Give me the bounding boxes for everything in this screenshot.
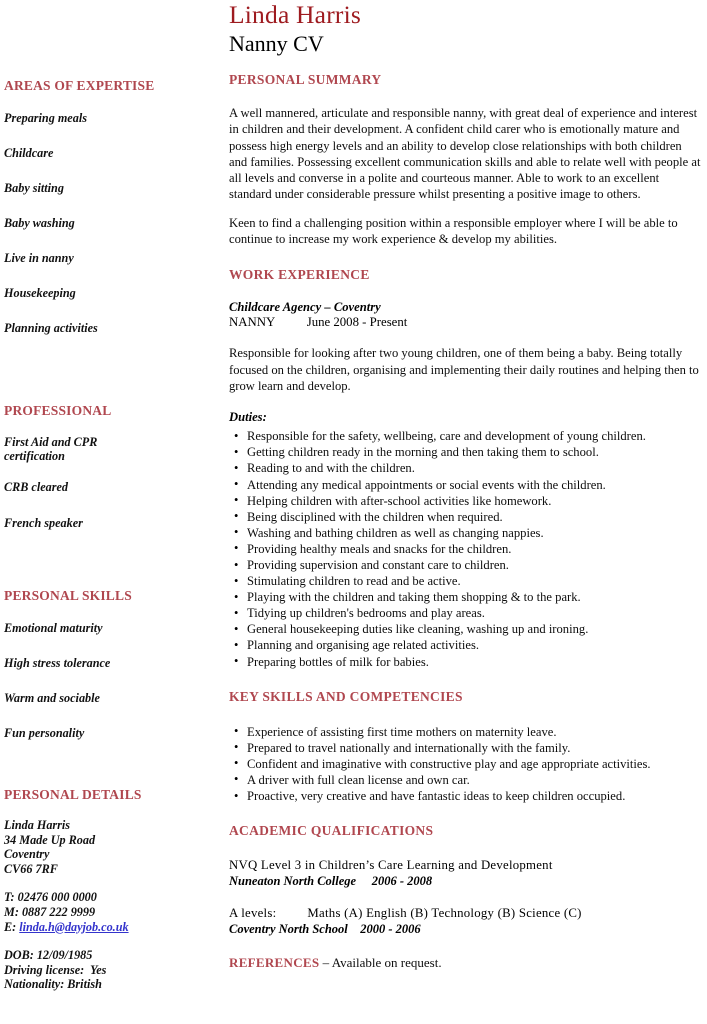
sidebar-section-personal-skills — [4, 588, 132, 740]
list-item: • Washing and bathing children as well as changing nappies. — [247, 525, 701, 541]
email-link[interactable]: linda.h@dayjob.co.uk — [19, 919, 129, 934]
personal-summary-heading: PERSONAL SUMMARY — [229, 72, 382, 87]
references-label: REFERENCES — [229, 955, 320, 971]
expertise-item: Housekeeping — [4, 286, 76, 300]
duties-list — [229, 428, 701, 669]
sidebar-section-professional — [4, 403, 111, 530]
references-text: – Available on request. — [319, 955, 442, 971]
detail-email-prefix: E: — [4, 919, 20, 934]
list-item: • Preparing bottles of milk for babies. — [247, 654, 701, 670]
list-item: • Stimulating children to read and be active. — [247, 573, 701, 589]
work-experience-heading: WORK EXPERIENCE — [229, 267, 370, 283]
personal-details-heading: PERSONAL DETAILS — [4, 787, 142, 802]
expertise-item: Planning activities — [4, 321, 98, 335]
academic-qualifications-heading: ACADEMIC QUALIFICATIONS — [229, 823, 434, 839]
qualification-alevels-school: Coventry North School 2000 - 2006 — [229, 922, 421, 937]
expertise-item: Baby washing — [4, 216, 75, 230]
personal-skills-heading: PERSONAL SKILLS — [4, 588, 132, 603]
list-item: • General housekeeping duties like cleaning, washing up and ironing. — [247, 621, 701, 637]
job-description: Responsible for looking after two young children, one of them being a baby. Being totally focused on the children, organising and implementing their daily routines and helping then to grow learn and develop. — [229, 346, 699, 393]
list-item: • Attending any medical appointments or social events with the children. — [247, 477, 701, 493]
list-item: • A driver with full clean license and own car. — [247, 772, 701, 788]
professional-item: First Aid and CPR — [4, 435, 98, 449]
list-item: • Providing supervision and constant care to children. — [247, 557, 701, 573]
list-item: • Confident and imaginative with constructive play and age appropriate activities. — [247, 756, 701, 772]
professional-item-cont: certification — [4, 449, 65, 463]
key-skills-list — [229, 724, 701, 804]
detail-telephone: T: 02476 000 0000 — [4, 890, 97, 905]
key-skills-heading: KEY SKILLS AND COMPETENCIES — [229, 688, 463, 704]
areas-of-expertise-heading: AREAS OF EXPERTISE — [4, 78, 155, 93]
detail-mobile: M: 0887 222 9999 — [4, 904, 96, 919]
personal-skill-item: High stress tolerance — [4, 656, 111, 670]
detail-name: Linda Harris — [4, 818, 71, 832]
expertise-item: Preparing meals — [4, 111, 87, 125]
page-subtitle: Nanny CV — [229, 31, 324, 56]
detail-address: 34 Made Up Road — [4, 832, 96, 847]
personal-skill-item: Emotional maturity — [4, 621, 103, 635]
list-item: • Responsible for the safety, wellbeing, care and development of young children. — [247, 428, 701, 444]
list-item: • Prepared to travel nationally and internationally with the family. — [247, 740, 701, 756]
detail-dob: DOB: 12/09/1985 — [4, 948, 93, 963]
references-line — [229, 955, 701, 971]
detail-nationality: Nationality: British — [4, 977, 102, 992]
list-item: • Tidying up children's bedrooms and play areas. — [247, 605, 701, 621]
detail-email-row — [4, 920, 142, 935]
sidebar-section-personal-details — [4, 787, 142, 992]
expertise-item: Baby sitting — [4, 181, 64, 195]
employer-name: Childcare Agency – Coventry — [229, 300, 381, 315]
professional-item: CRB cleared — [4, 480, 68, 494]
list-item: • Experience of assisting first time mothers on maternity leave. — [247, 724, 701, 740]
expertise-item: Live in nanny — [4, 251, 74, 265]
expertise-item: Childcare — [4, 146, 54, 160]
qualification-primary: NVQ Level 3 in Children’s Care Learning and Development — [229, 858, 553, 873]
list-item: • Reading to and with the children. — [247, 460, 701, 476]
duties-label: Duties: — [229, 410, 267, 425]
list-item: • Proactive, very creative and have fantastic ideas to keep children occupied. — [247, 788, 701, 804]
list-item: • Being disciplined with the children when required. — [247, 509, 701, 525]
list-item: • Playing with the children and taking them shopping & to the park. — [247, 589, 701, 605]
professional-heading: PROFESSIONAL — [4, 403, 112, 418]
personal-skill-item: Warm and sociable — [4, 691, 100, 705]
personal-skill-item: Fun personality — [4, 726, 85, 740]
list-item: • Planning and organising age related activities. — [247, 637, 701, 653]
list-item: • Providing healthy meals and snacks for the children. — [247, 541, 701, 557]
qualification-primary-school: Nuneaton North College 2006 - 2008 — [229, 874, 433, 889]
page-title: Linda Harris — [229, 0, 361, 29]
sidebar-section-areas-of-expertise — [4, 78, 154, 335]
personal-summary-paragraph-2: Keen to find a challenging position within a responsible employer where I will be able to continue to increase my work experience & develop my abilities. — [229, 215, 678, 247]
job-role-and-dates: NANNY June 2008 - Present — [229, 315, 408, 330]
detail-driving-license: Driving license: Yes — [4, 962, 107, 977]
detail-postcode: CV66 7RF — [4, 861, 58, 876]
main-column — [229, 0, 701, 971]
list-item: • Getting children ready in the morning and then taking them to school. — [247, 444, 701, 460]
professional-item: French speaker — [4, 516, 83, 530]
personal-summary-paragraph-1: A well mannered, articulate and responsible nanny, with great deal of experience and interest in children and their development. A confident child carer who is emotionally mature and possess high energy levels and an ability to develop close relationships with both children and families. Possessing excellent communication skills and able to relate well with people at all levels and converse in a polite and courteous manner. Able to work to an excellent standard under considerable pressure whilst presenting a positive image to others. — [229, 106, 701, 202]
qualification-alevels: A levels: Maths (A) English (B) Technology (B) Science (C) — [229, 906, 582, 921]
list-item: • Helping children with after-school activities like homework. — [247, 493, 701, 509]
detail-city: Coventry — [4, 847, 50, 862]
